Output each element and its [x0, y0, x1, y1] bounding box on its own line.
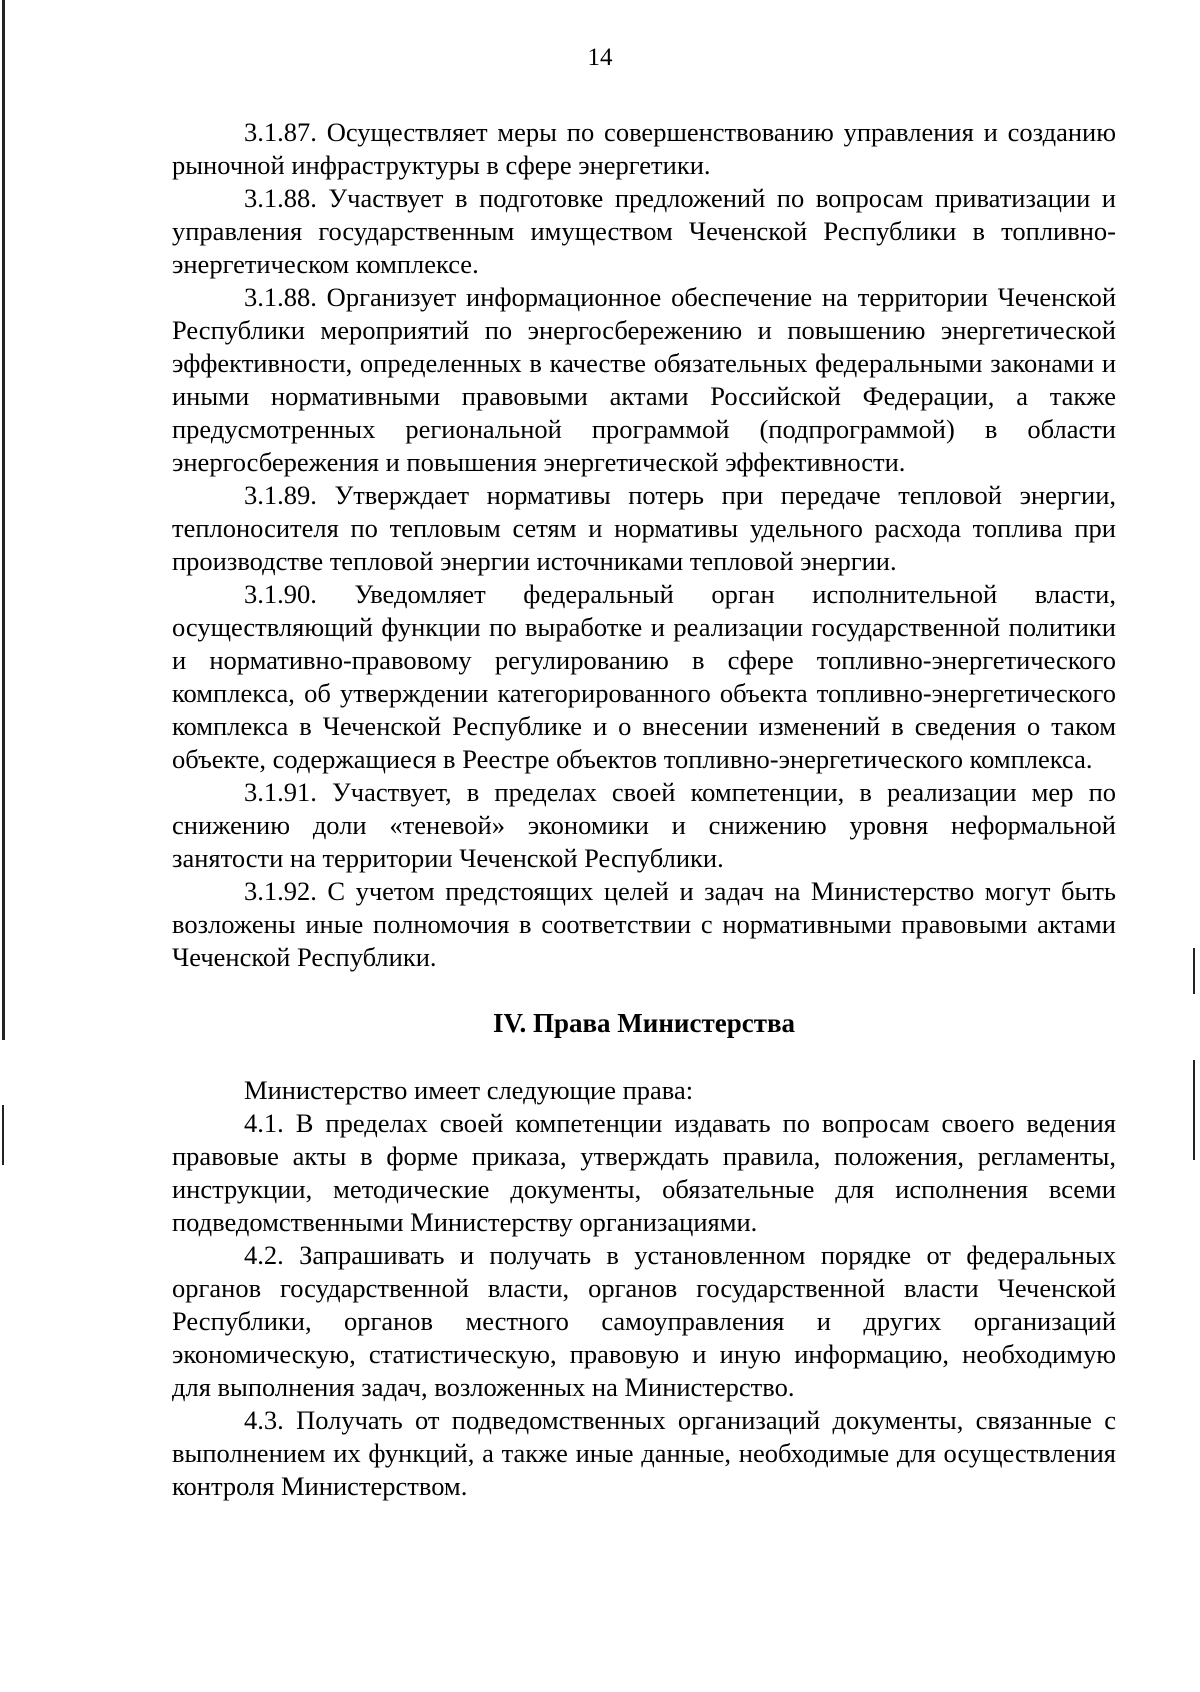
section-title: IV. Права Министерства	[492, 1008, 796, 1038]
paragraph-4-1: 4.1. В пределах своей компетенции издавать по вопросам своего ведения правовые акты в форме приказа, утверждать правила, положения, регламенты, инструкции, методические документы, обязательные для исполнения всеми подведомственными Министерству организациями.	[172, 1108, 1116, 1237]
paragraph-3-1-90: 3.1.90. Уведомляет федеральный орган исполнительной власти, осуществляющий функции по выработке и реализации государственной политики и нормативно-правовому регулированию в сфере топливно-энергетического комплекса, об утверждении категорированного объекта топливно-энергетического комплекса в Чеченской Республике и о внесении изменений в сведения о таком объекте, содержащиеся в Реестре объектов топливно-энергетического комплекса.	[172, 579, 1116, 774]
scan-edge-mark-left	[2, 0, 5, 1040]
page-number: 14	[587, 44, 613, 71]
paragraph-3-1-87: 3.1.87. Осуществляет меры по совершенствованию управления и созданию рыночной инфраструктуры в сфере энергетики.	[172, 117, 1116, 180]
paragraph-3-1-92: 3.1.92. С учетом предстоящих целей и задач на Министерство могут быть возложены иные полномочия в соответствии с нормативными правовыми актами Чеченской Республики.	[172, 876, 1116, 972]
scan-edge-mark-right-lower	[1193, 1060, 1195, 1160]
scan-edge-mark-left-short	[2, 1105, 4, 1165]
scan-edge-mark-right	[1193, 948, 1195, 994]
paragraph-3-1-88-information: 3.1.88. Организует информационное обеспечение на территории Чеченской Республики мероприятий по энергосбережению и повышению энергетической эффективности, определенных в качестве обязательных федеральными законами и иными нормативными правовыми актами Российской Федерации, а также предусмотренных региональной программой (подпрограммой) в области энергосбережения и повышения энергетической эффективности.	[172, 282, 1116, 477]
paragraph-3-1-88-privatization: 3.1.88. Участвует в подготовке предложений по вопросам приватизации и управления государственным имуществом Чеченской Республики в топливно-энергетическом комплексе.	[172, 183, 1116, 279]
rights-intro: Министерство имеет следующие права:	[244, 1075, 694, 1105]
document-body	[172, 116, 1116, 1503]
paragraph-4-2: 4.2. Запрашивать и получать в установленном порядке от федеральных органов государственной власти, органов государственной власти Чеченской Республики, органов местного самоуправления и других организаций экономическую, статистическую, правовую и иную информацию, необходимую для выполнения задач, возложенных на Министерство.	[172, 1240, 1116, 1402]
paragraph-3-1-91: 3.1.91. Участвует, в пределах своей компетенции, в реализации мер по снижению доли «теневой» экономики и снижению уровня неформальной занятости на территории Чеченской Республики.	[172, 777, 1116, 873]
paragraph-3-1-89: 3.1.89. Утверждает нормативы потерь при передаче тепловой энергии, теплоносителя по тепловым сетям и нормативы удельного расхода топлива при производстве тепловой энергии источниками тепловой энергии.	[172, 480, 1116, 576]
paragraph-4-3: 4.3. Получать от подведомственных организаций документы, связанные с выполнением их функций, а также иные данные, необходимые для осуществления контроля Министерством.	[172, 1405, 1116, 1501]
